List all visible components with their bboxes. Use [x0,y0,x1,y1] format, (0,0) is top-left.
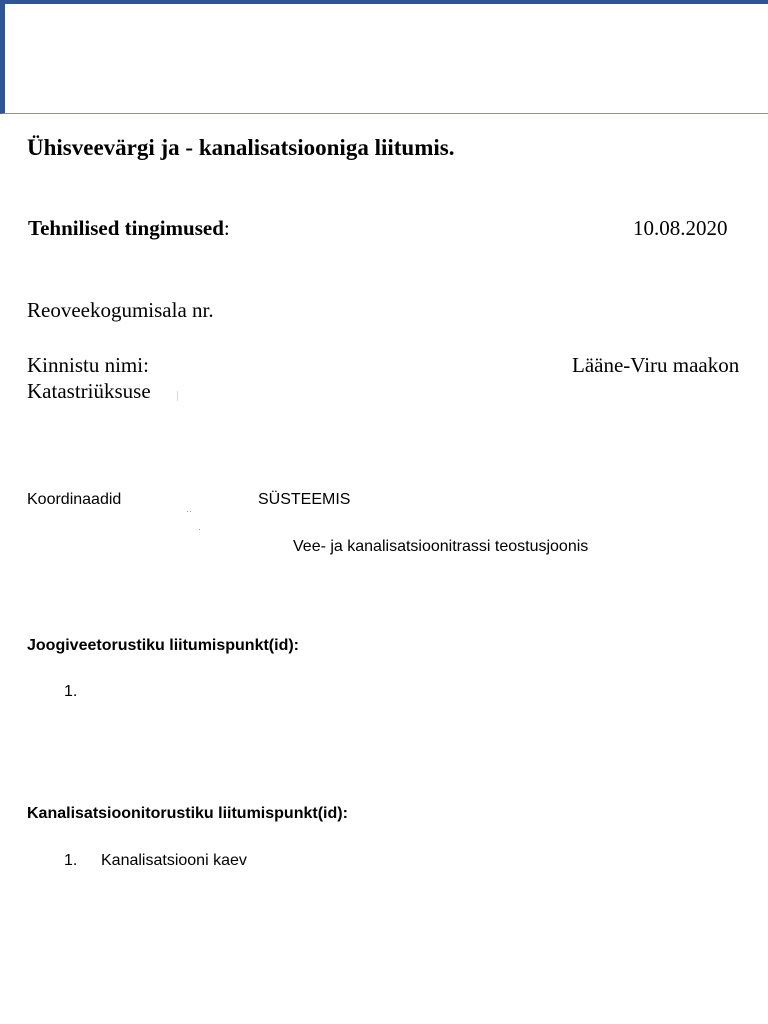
sewage-area-label: Reoveekogumisala nr. [27,298,214,322]
coordinates-label: Koordinaadid [27,491,122,508]
water-connection-heading: Joogiveetorustiku liitumispunkt(id): [27,637,300,654]
system-label: SÜSTEEMIS [258,491,351,508]
property-name-label: Kinnistu nimi: [27,353,149,377]
sewer-connection-heading: Kanalisatsioonitorustiku liitumispunkt(id): [27,805,348,822]
cadastral-label: Katastriüksuse [27,379,151,403]
technical-conditions-label [28,218,230,239]
water-item-number: 1. [64,683,78,700]
redaction-speck [190,511,191,512]
document-title: Ühisveevärgi ja - kanalisatsiooniga liitumis. [27,135,455,160]
as-built-drawing-text: Vee- ja kanalisatsioonitrassi teostusjoonis [293,538,589,555]
redaction-mark [177,391,178,401]
county-text: Lääne-Viru maakon [572,353,740,377]
document-date: 10.08.2020 [633,216,728,240]
technical-conditions-label-text: Tehnilised tingimused [28,216,224,240]
redaction-speck [199,529,200,530]
redaction-speck [187,511,188,512]
technical-conditions-colon: : [223,216,230,240]
sewer-item-text: Kanalisatsiooni kaev [101,852,247,869]
header-frame [0,0,768,114]
sewer-item-number: 1. [64,852,78,869]
